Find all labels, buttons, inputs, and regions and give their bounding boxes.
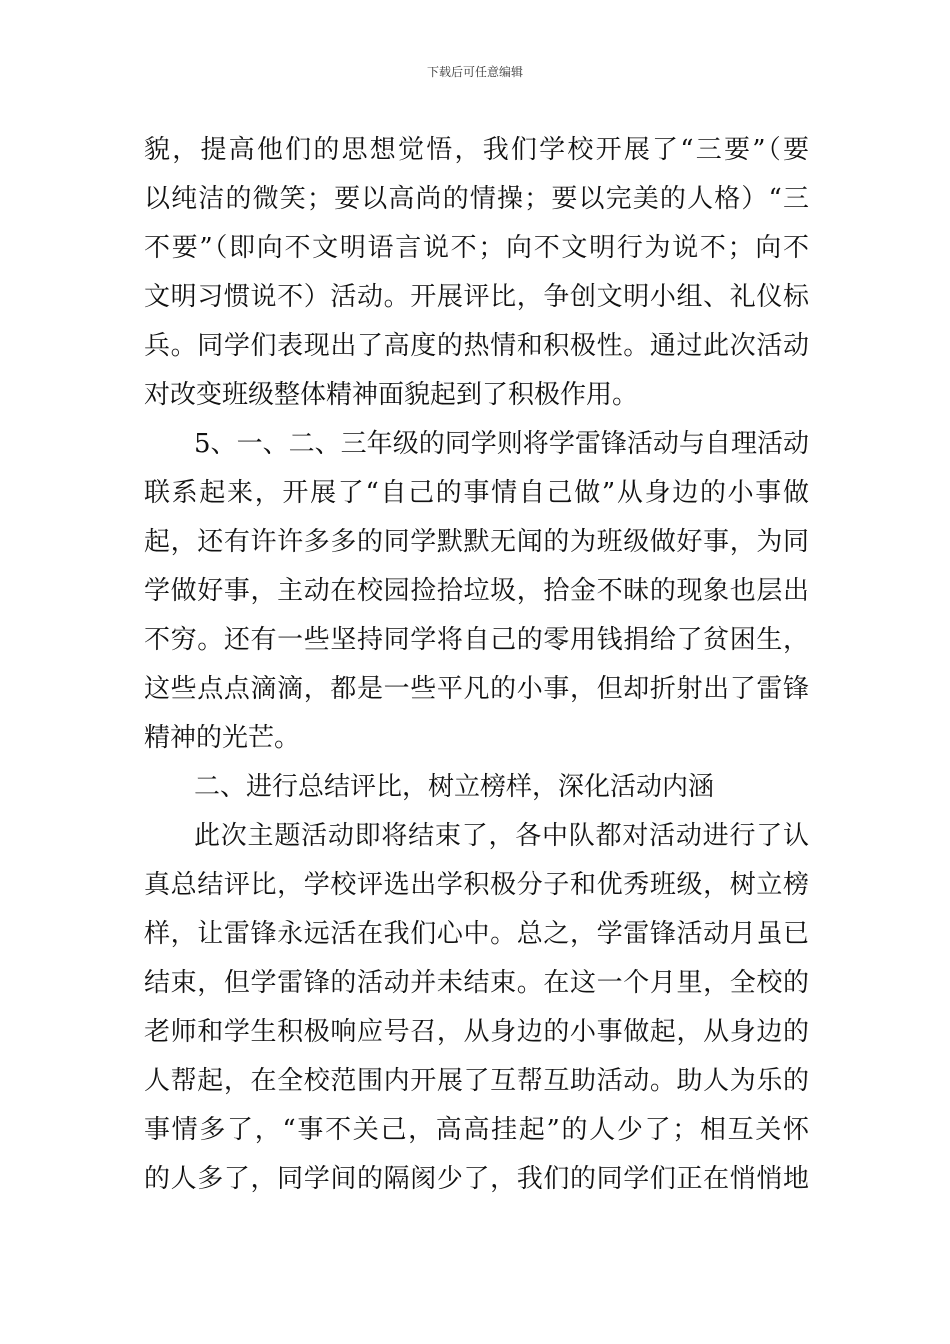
text-line: 貌，提高他们的思想觉悟，我们学校开展了“三要”（要	[144, 135, 809, 165]
text-line: 以纯洁的微笑；要以高尚的情操；要以完美的人格）“三	[144, 184, 809, 214]
text-line: 文明习惯说不）活动。开展评比，争创文明小组、礼仪标	[144, 282, 809, 312]
page-header: 下载后可任意编辑	[426, 65, 523, 79]
text-line: 精神的光芒。	[144, 723, 301, 753]
paragraph-summary	[144, 812, 809, 1204]
text-line: 老师和学生积极响应号召，从身边的小事做起，从身边的	[144, 1017, 809, 1047]
text-line: 样，让雷锋永远活在我们心中。总之，学雷锋活动月虽已	[144, 919, 809, 949]
text-line: 人帮起，在全校范围内开展了互帮互助活动。助人为乐的	[144, 1066, 809, 1096]
text-line: 不穷。还有一些坚持同学将自己的零用钱捐给了贫困生，	[144, 625, 809, 655]
text-line: 真总结评比，学校评选出学积极分子和优秀班级，树立榜	[144, 870, 809, 900]
text-line: 起，还有许许多多的同学默默无闻的为班级做好事，为同	[144, 527, 809, 557]
text-line: 事情多了，“事不关己，高高挂起”的人少了；相互关怀	[144, 1115, 809, 1145]
paragraph-item-5	[144, 420, 809, 763]
text-line: 联系起来，开展了“自己的事情自己做”从身边的小事做	[144, 478, 809, 508]
text-line: 这些点点滴滴，都是一些平凡的小事，但却折射出了雷锋	[144, 674, 809, 704]
text-line: 此次主题活动即将结束了，各中队都对活动进行了认	[194, 821, 809, 851]
paragraph-continuation	[144, 126, 809, 420]
text-line: 5、一、二、三年级的同学则将学雷锋活动与自理活动	[194, 429, 809, 459]
text-line: 对改变班级整体精神面貌起到了积极作用。	[144, 380, 639, 410]
text-line: 兵。同学们表现出了高度的热情和积极性。通过此次活动	[144, 331, 809, 361]
document-body	[144, 126, 809, 1204]
heading-line: 二、进行总结评比，树立榜样，深化活动内涵	[194, 772, 715, 802]
text-line: 学做好事，主动在校园捡拾垃圾，拾金不昧的现象也层出	[144, 576, 809, 606]
section-heading	[144, 763, 809, 812]
text-line: 不要”（即向不文明语言说不；向不文明行为说不；向不	[144, 233, 809, 263]
text-line: 结束，但学雷锋的活动并未结束。在这一个月里，全校的	[144, 968, 809, 998]
text-line: 的人多了，同学间的隔阂少了，我们的同学们正在悄悄地	[144, 1164, 809, 1194]
